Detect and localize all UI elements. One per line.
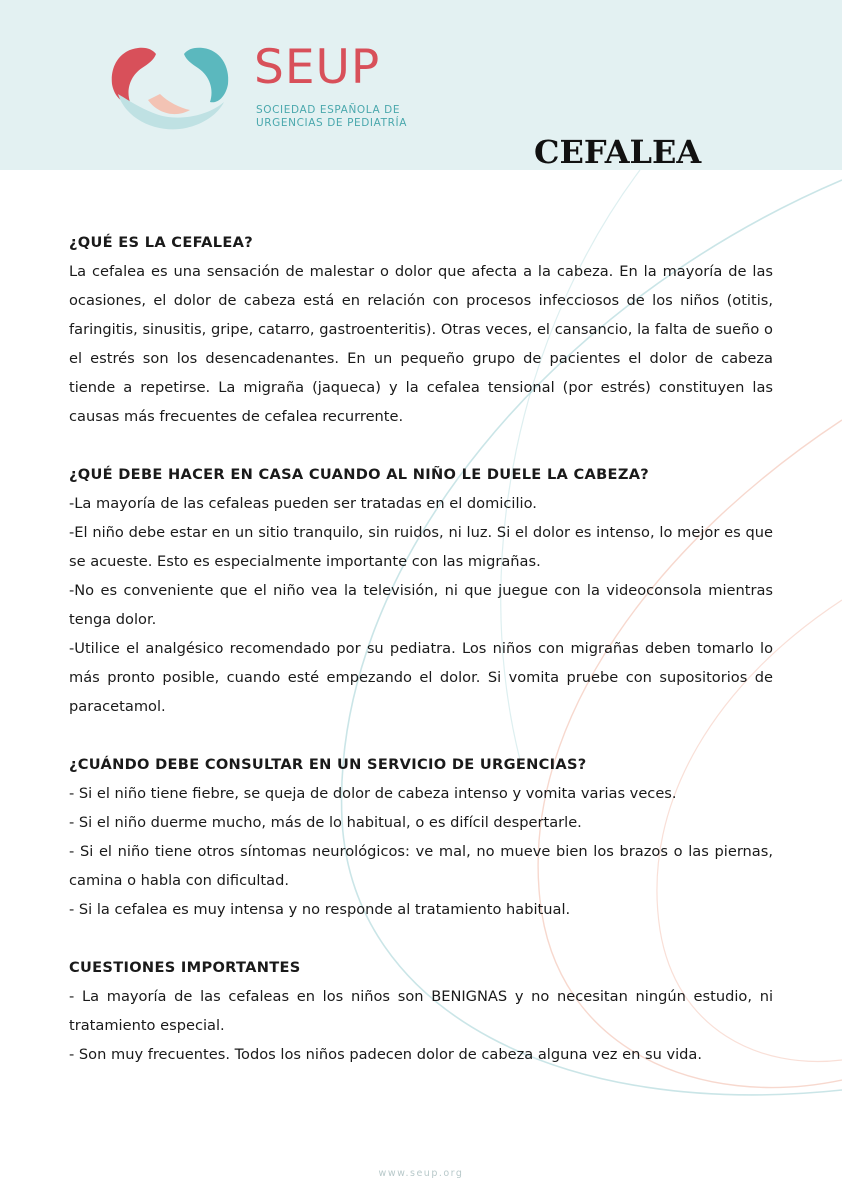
brand-subtitle-line-2: URGENCIAS DE PEDIATRÍA	[256, 117, 407, 129]
brand-name: SEUP	[254, 40, 381, 95]
seup-logo-icon	[108, 44, 233, 134]
document-title: CEFALEA	[534, 133, 702, 171]
section-cuestiones	[69, 953, 773, 1069]
section-urgencias	[69, 750, 773, 924]
section-paragraph: - Si la cefalea es muy intensa y no responde al tratamiento habitual.	[69, 901, 571, 918]
brand-subtitle-line-1: SOCIEDAD ESPAÑOLA DE	[256, 104, 401, 116]
section-que-es	[69, 228, 773, 431]
footer-url: www.seup.org	[378, 1168, 464, 1179]
section-paragraph: - Si el niño tiene fiebre, se queja de dolor de cabeza intenso y vomita varias veces.	[69, 785, 677, 802]
section-paragraph: - Si el niño duerme mucho, más de lo habitual, o es difícil despertarle.	[69, 814, 582, 831]
section-paragraph: -La mayoría de las cefaleas pueden ser tratadas en el domicilio.	[69, 495, 537, 512]
section-paragraph: La cefalea es una sensación de malestar o dolor que afecta a la cabeza. En la mayoría de las ocasiones, el dolor de cabeza está en relación con procesos infecciosos de los niños (otitis, faringitis, sinusitis, gripe, catarro, gastroenteritis). Otras veces, el cansancio, la falta de sueño o el estrés son los desencadenantes. En un pequeño grupo de pacientes el dolor de cabeza tiende a repetirse. La migraña (jaqueca) y la cefalea tensional (por estrés) constituyen las causas más frecuentes de cefalea recurrente.	[69, 263, 773, 425]
document-body	[69, 228, 773, 1098]
section-paragraph: -El niño debe estar en un sitio tranquilo, sin ruidos, ni luz. Si el dolor es intenso, lo mejor es que se acueste. Esto es especialmente importante con las migrañas.	[69, 524, 773, 570]
section-paragraph: -No es conveniente que el niño vea la televisión, ni que juegue con la videoconsola mientras tenga dolor.	[69, 582, 773, 628]
section-paragraph: -Utilice el analgésico recomendado por su pediatra. Los niños con migrañas deben tomarlo lo más pronto posible, cuando esté empezando el dolor. Si vomita pruebe con supositorios de paracetamol.	[69, 640, 773, 715]
section-heading: CUESTIONES IMPORTANTES	[69, 959, 301, 976]
section-heading: ¿QUÉ DEBE HACER EN CASA CUANDO AL NIÑO LE DUELE LA CABEZA?	[69, 466, 650, 483]
brand-subtitle	[256, 104, 407, 130]
section-heading: ¿CUÁNDO DEBE CONSULTAR EN UN SERVICIO DE URGENCIAS?	[69, 756, 587, 773]
section-paragraph: - Si el niño tiene otros síntomas neurológicos: ve mal, no mueve bien los brazos o las piernas, camina o habla con dificultad.	[69, 843, 773, 889]
section-en-casa	[69, 460, 773, 721]
section-heading: ¿QUÉ ES LA CEFALEA?	[69, 234, 254, 251]
section-paragraph: - La mayoría de las cefaleas en los niños son BENIGNAS y no necesitan ningún estudio, ni tratamiento especial.	[69, 988, 773, 1034]
section-paragraph: - Son muy frecuentes. Todos los niños padecen dolor de cabeza alguna vez en su vida.	[69, 1046, 702, 1063]
